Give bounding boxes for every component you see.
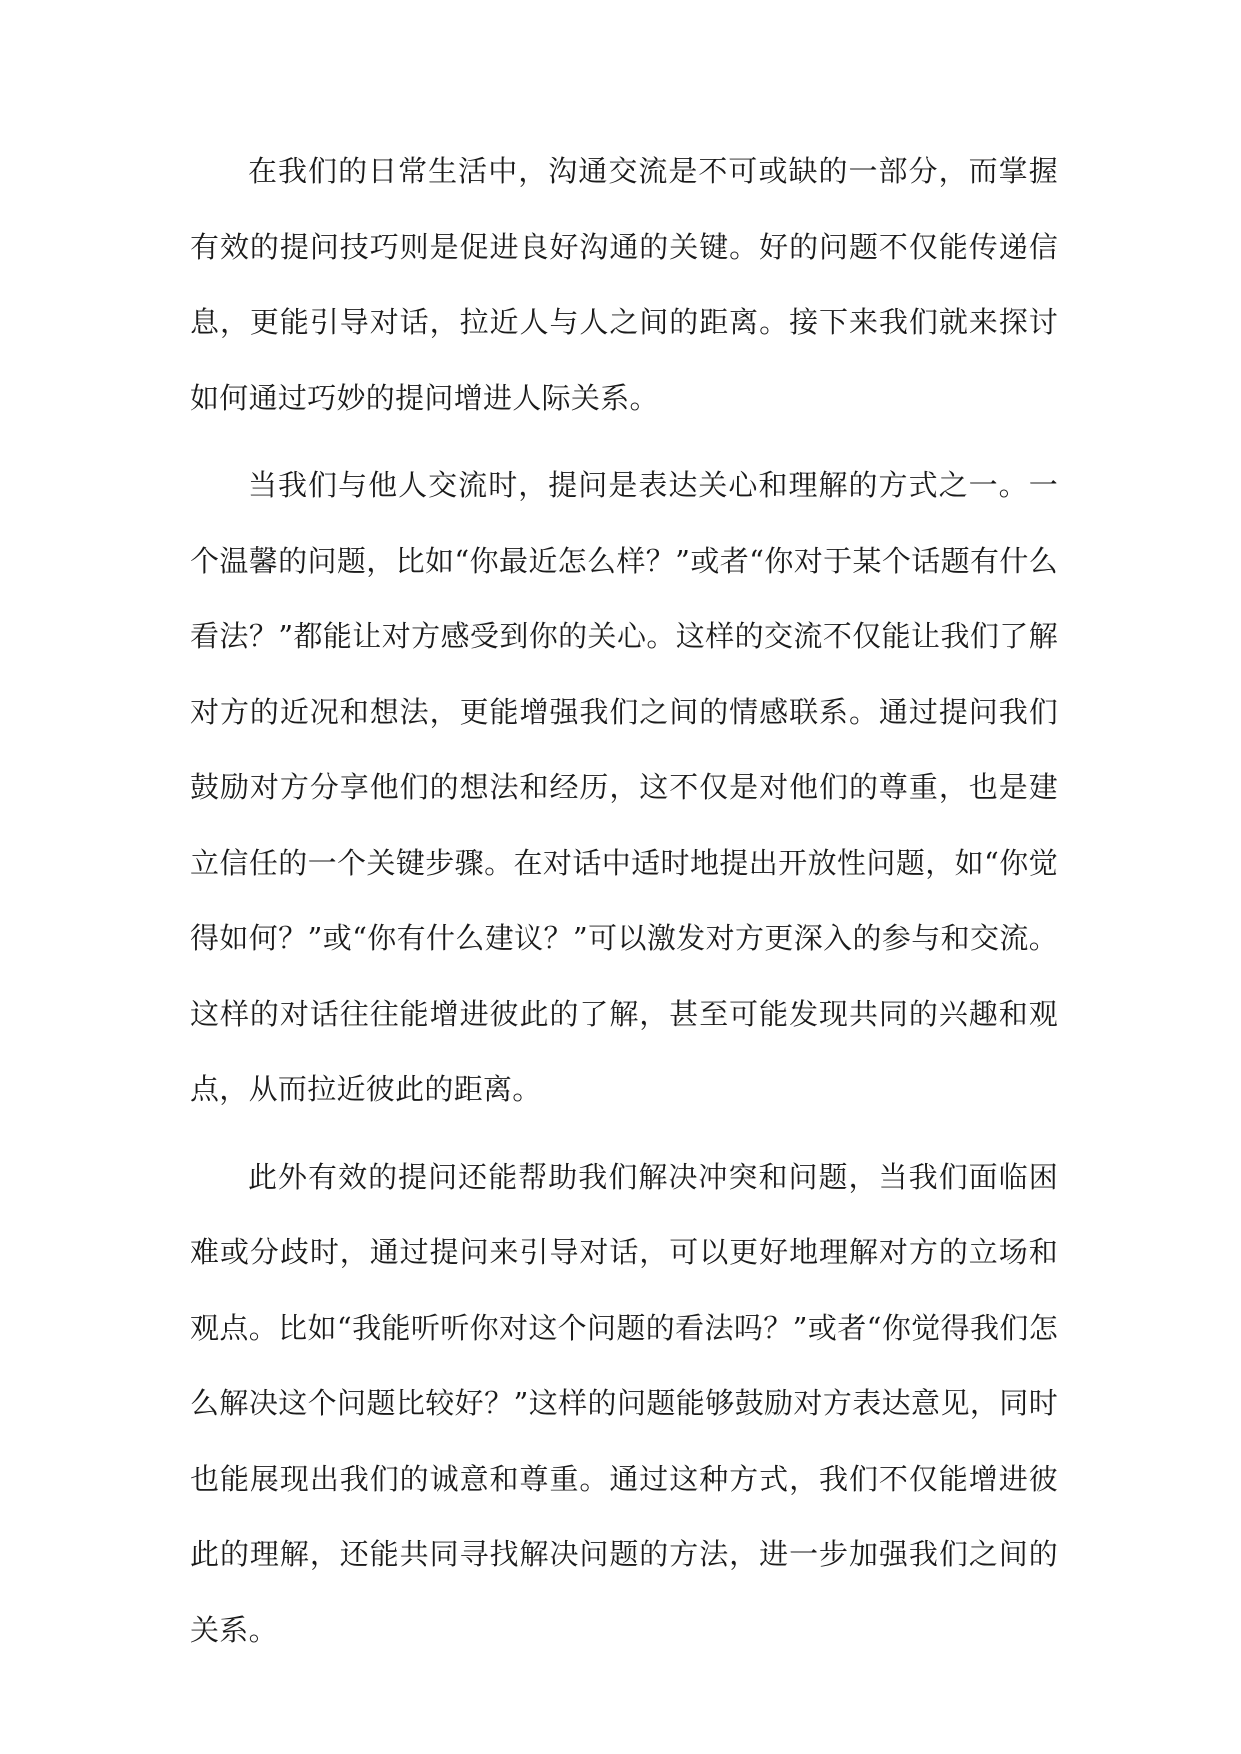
paragraph-1: 在我们的日常生活中，沟通交流是不可或缺的一部分，而掌握有效的提问技巧则是促进良好沟通的关键。好的问题不仅能传递信息，更能引导对话，拉近人与人之间的距离。接下来我们就来探讨如何通过巧妙的提问增进人际关系。 <box>190 154 1058 415</box>
document-body <box>190 134 1058 1680</box>
paragraph-2: 当我们与他人交流时，提问是表达关心和理解的方式之一。一个温馨的问题，比如“你最近怎么样？”或者“你对于某个话题有什么看法？”都能让对方感受到你的关心。这样的交流不仅能让我们了解对方的近况和想法，更能增强我们之间的情感联系。通过提问我们鼓励对方分享他们的想法和经历，这不仅是对他们的尊重，也是建立信任的一个关键步骤。在对话中适时地提出开放性问题，如“你觉得如何？”或“你有什么建议？”可以激发对方更深入的参与和交流。这样的对话往往能增进彼此的了解，甚至可能发现共同的兴趣和观点，从而拉近彼此的距离。 <box>190 468 1058 1106</box>
paragraph-3: 此外有效的提问还能帮助我们解决冲突和问题，当我们面临困难或分歧时，通过提问来引导对话，可以更好地理解对方的立场和观点。比如“我能听听你对这个问题的看法吗？”或者“你觉得我们怎么解决这个问题比较好？”这样的问题能够鼓励对方表达意见，同时也能展现出我们的诚意和尊重。通过这种方式，我们不仅能增进彼此的理解，还能共同寻找解决问题的方法，进一步加强我们之间的关系。 <box>190 1159 1058 1647</box>
